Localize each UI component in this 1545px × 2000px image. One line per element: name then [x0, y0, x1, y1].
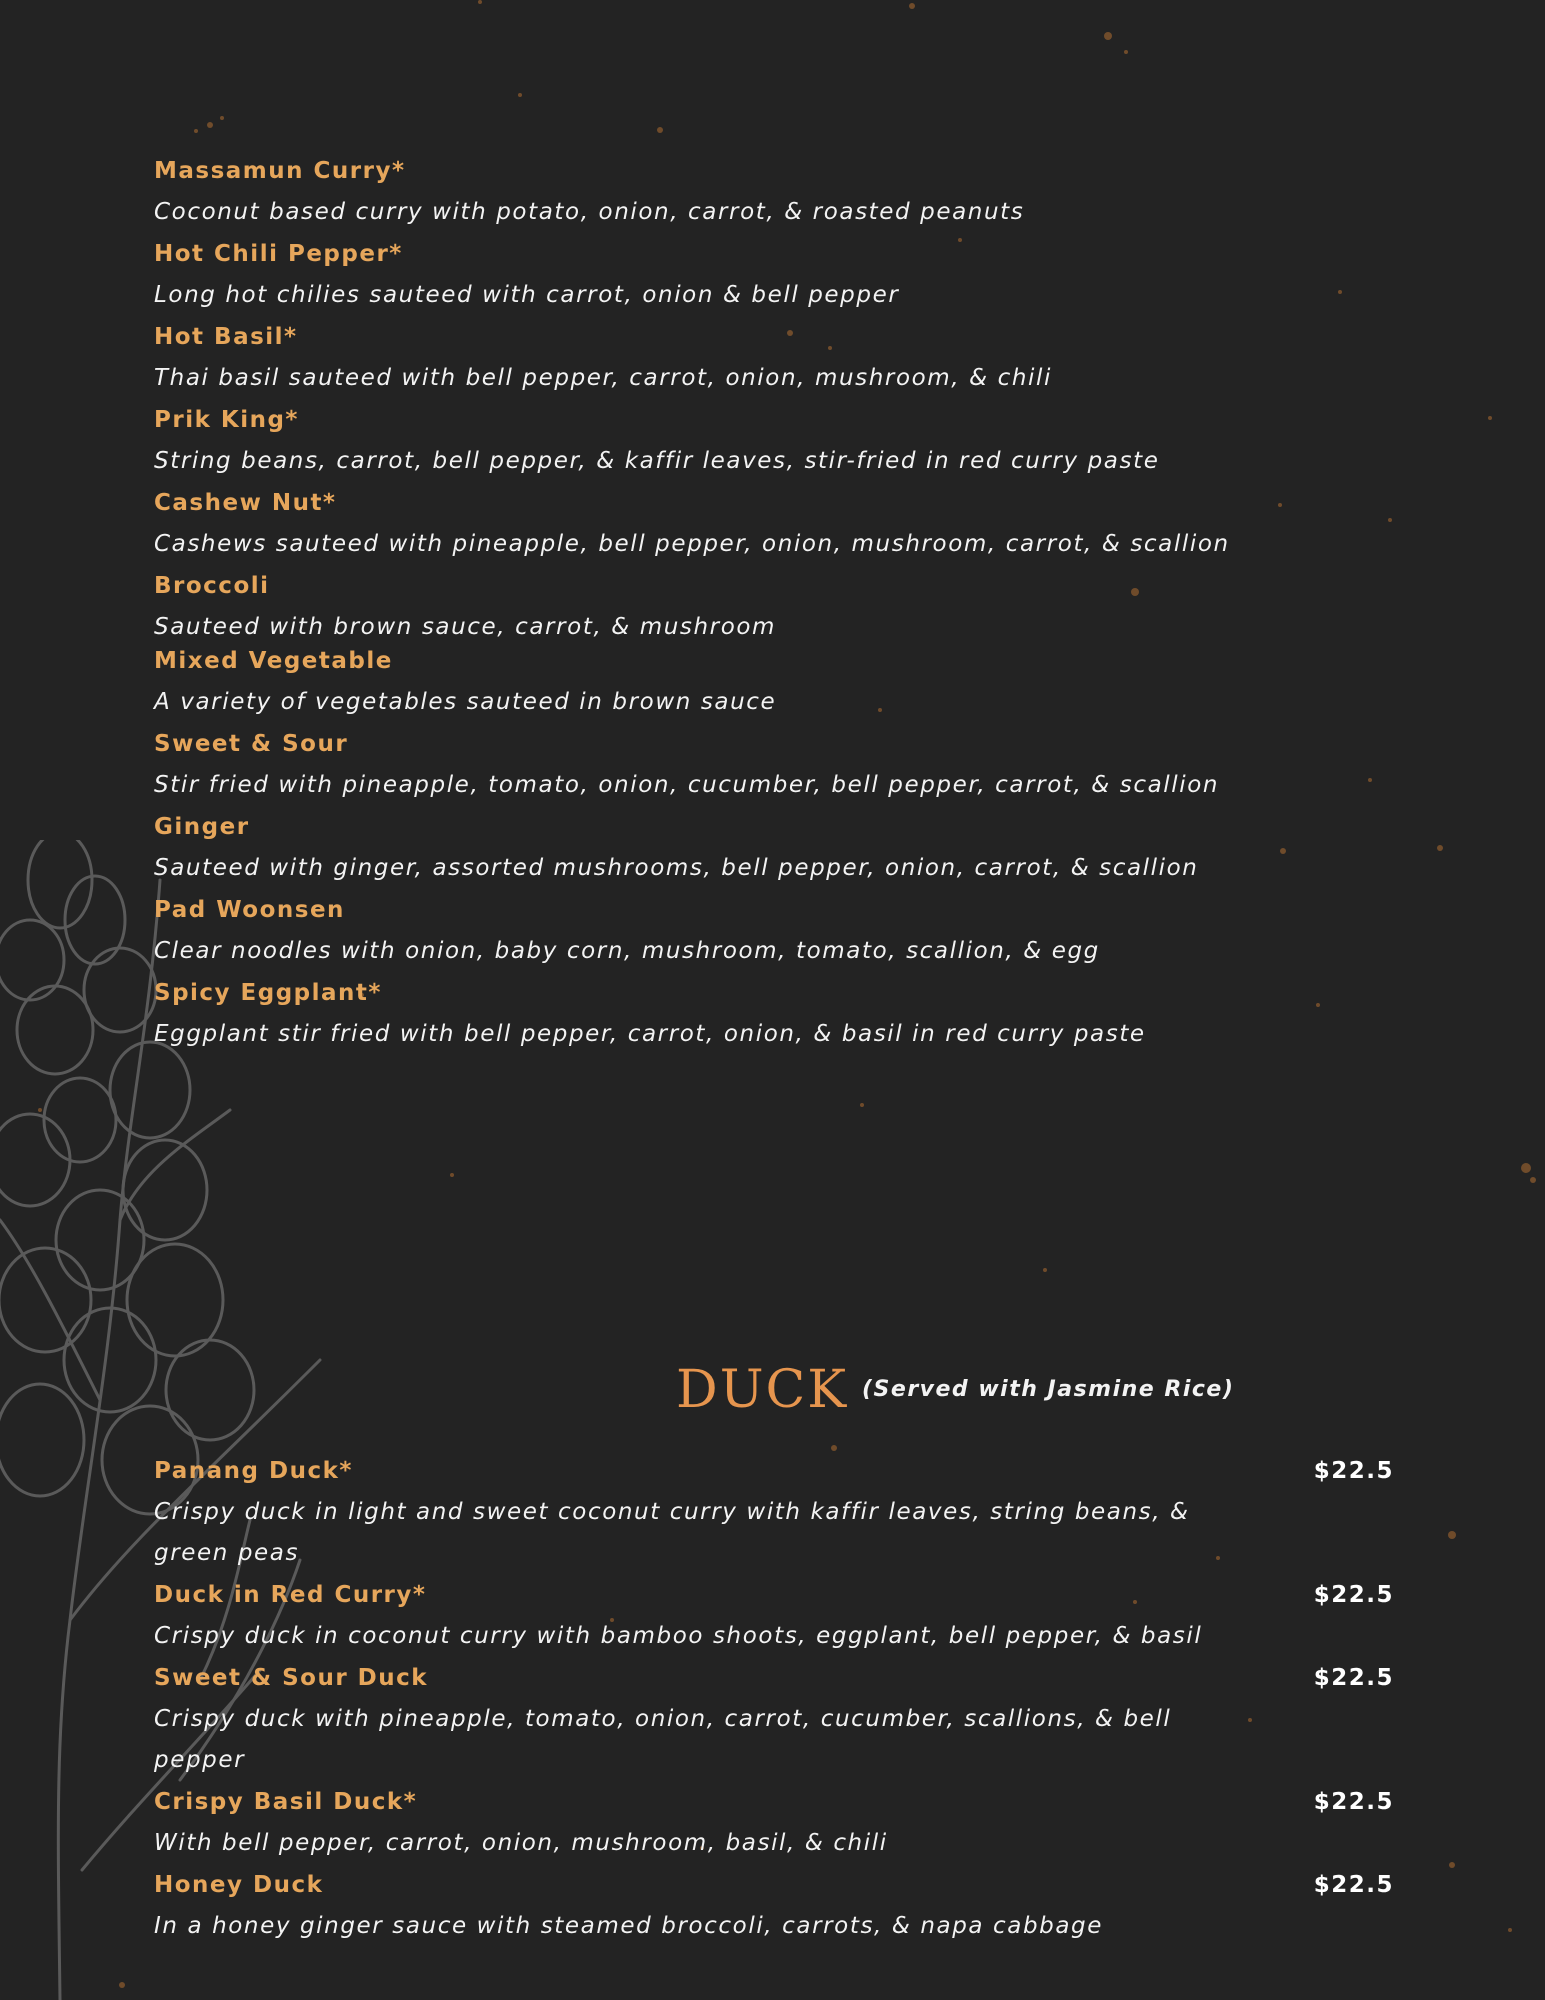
item-description: In a honey ginger sauce with steamed broccoli, carrots, & napa cabbage [154, 1913, 1103, 1939]
menu-item [154, 1574, 1394, 1657]
item-name: Panang Duck* [154, 1458, 353, 1484]
item-description: Thai basil sauteed with bell pepper, carrot, onion, mushroom, & chili [154, 365, 1052, 391]
item-description: Crispy duck with pineapple, tomato, onion, carrot, cucumber, scallions, & bell pepper [154, 1706, 1172, 1773]
menu-item [154, 1450, 1394, 1574]
menu-item [154, 889, 1394, 972]
item-description: A variety of vegetables sauteed in brown sauce [154, 689, 777, 715]
section-title: DUCK [676, 1360, 849, 1420]
menu-content [154, 150, 1394, 1939]
item-name: Duck in Red Curry* [154, 1582, 427, 1608]
item-description: With bell pepper, carrot, onion, mushroom, basil, & chili [154, 1830, 888, 1856]
item-price: $22.5 [1313, 1789, 1394, 1815]
item-name: Pad Woonsen [154, 897, 345, 923]
menu-item [154, 150, 1394, 233]
item-name: Ginger [154, 814, 250, 840]
duck-list [154, 1450, 1394, 1947]
item-description: Clear noodles with onion, baby corn, mushroom, tomato, scallion, & egg [154, 938, 1100, 964]
item-price: $22.5 [1313, 1665, 1394, 1691]
item-name: Sweet & Sour Duck [154, 1665, 429, 1691]
item-name: Cashew Nut* [154, 490, 337, 516]
menu-item [154, 1864, 1394, 1947]
item-description: Eggplant stir fried with bell pepper, carrot, onion, & basil in red curry paste [154, 1021, 1146, 1047]
item-description: Coconut based curry with potato, onion, carrot, & roasted peanuts [154, 199, 1025, 225]
item-price: $22.5 [1313, 1582, 1394, 1608]
menu-item [154, 640, 1394, 723]
section-subtitle: (Served with Jasmine Rice) [862, 1377, 1235, 1402]
item-name: Prik King* [154, 407, 299, 433]
item-description: Crispy duck in light and sweet coconut curry with kaffir leaves, string beans, & green peas [154, 1499, 1190, 1566]
menu-item [154, 399, 1394, 482]
item-name: Honey Duck [154, 1872, 324, 1898]
item-name: Crispy Basil Duck* [154, 1789, 418, 1815]
menu-item [154, 1781, 1394, 1864]
item-description: Sauteed with ginger, assorted mushrooms, bell pepper, onion, carrot, & scallion [154, 855, 1199, 881]
item-description: Sauteed with brown sauce, carrot, & mushroom [154, 614, 777, 640]
menu-item [154, 482, 1394, 565]
section1-list [154, 150, 1394, 1055]
menu-item [154, 1657, 1394, 1781]
item-price: $22.5 [1313, 1872, 1394, 1898]
item-name: Mixed Vegetable [154, 648, 393, 674]
item-name: Hot Chili Pepper* [154, 241, 403, 267]
item-description: Crispy duck in coconut curry with bamboo shoots, eggplant, bell pepper, & basil [154, 1623, 1203, 1649]
item-price: $22.5 [1313, 1458, 1394, 1484]
item-description: Stir fried with pineapple, tomato, onion, cucumber, bell pepper, carrot, & scallion [154, 772, 1220, 798]
menu-item [154, 316, 1394, 399]
menu-item [154, 972, 1394, 1055]
menu-item [154, 565, 1394, 640]
item-name: Broccoli [154, 573, 270, 599]
item-name: Massamun Curry* [154, 158, 406, 184]
item-name: Sweet & Sour [154, 731, 349, 757]
item-name: Hot Basil* [154, 324, 298, 350]
menu-item [154, 723, 1394, 806]
menu-item [154, 233, 1394, 316]
menu-item [154, 806, 1394, 889]
item-name: Spicy Eggplant* [154, 980, 382, 1006]
item-description: Long hot chilies sauteed with carrot, onion & bell pepper [154, 282, 900, 308]
duck-section-header [154, 1355, 1394, 1425]
item-description: Cashews sauteed with pineapple, bell pepper, onion, mushroom, carrot, & scallion [154, 531, 1230, 557]
item-description: String beans, carrot, bell pepper, & kaffir leaves, stir-fried in red curry paste [154, 448, 1160, 474]
